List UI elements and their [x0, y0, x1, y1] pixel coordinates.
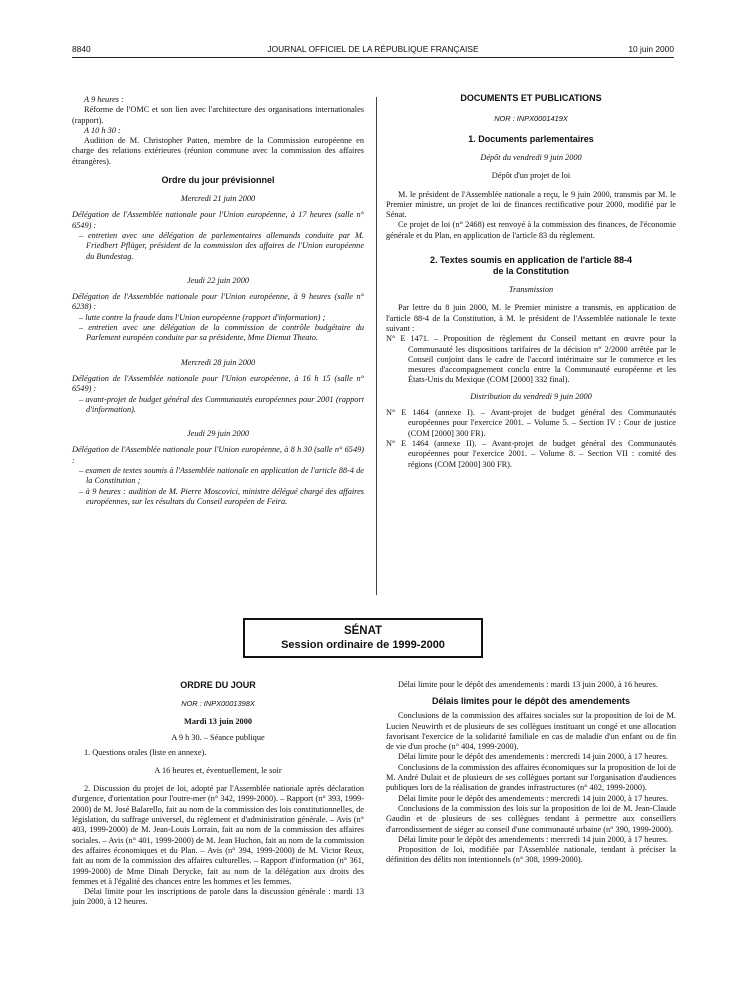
depot-subheading: Dépôt d'un projet de loi: [491, 171, 571, 181]
paragraph: Conclusions de la commission des affaires sociales sur la proposition de loi de M. Lucien Neuwirth et de plusieurs de ses collègues instituant un congé et une allocation favorisant l'exercice de la solidarité familiale en cas de maladie d'un enfant ou de fin de vie d'un proche (n° 404, 1999-2000).: [386, 711, 676, 752]
transmission-heading: Transmission: [508, 285, 554, 295]
senat-banner: [243, 618, 483, 658]
paragraph: Ce projet de loi (n° 2468) est renvoyé à la commission des finances, de l'économie générale et du Plan, en application de l'article 83 du règlement.: [386, 220, 676, 240]
header-rule: [72, 57, 674, 58]
paragraph: Conclusions de la commission des lois sur la proposition de loi de M. Jean-Claude Gaudin et de plusieurs de ses collègues tendant à permettre aux conseillers d'arrondissement de siéger au conseil d'une communauté urbaine (n° 390, 1999-2000).: [386, 803, 676, 834]
senat-session: Session ordinaire de 1999-2000: [281, 639, 445, 651]
column-divider: [376, 97, 377, 595]
issue-date: 10 juin 2000: [628, 44, 674, 54]
section-heading: ORDRE DU JOUR: [180, 680, 256, 690]
deadline-note: Délai limite pour les inscriptions de parole dans la discussion générale : mardi 13 juin 2000, à 12 heures.: [72, 887, 364, 907]
agenda-item: 2. Discussion du projet de loi, adopté par l'Assemblée nationale après déclaration d'urgence, d'orientation pour l'outre-mer (n° 342, 1999-2000). – Rapport (n° 393, 1999-2000) de M. José Balarello, fait au nom de la commission des lois constitutionnelles, de législation, du suffrage universel, du règlement et d'administration générale. – Avis (n° 403, 1999-2000) de M. Jean-Louis Lorrain, fait au nom de la commission des affaires sociales. – Avis (n° 401, 1999-2000) de M. Jean Huchon, fait au nom de la commission des affaires économiques et du Plan. – Avis (n° 394, 1999-2000) de M. Victor Reux, fait au nom de la commission des affaires culturelles. – Rapport d'information (n° 361, 1999-2000) de Mme Dinah Derycke, fait au nom de la délégation aux droits des femmes et à l'égalité des chances entre les hommes et les femmes.: [72, 784, 364, 886]
section-heading: Délais limites pour le dépôt des amendements: [431, 696, 631, 707]
day-item: – lutte contre la fraude dans l'Union européenne (rapport d'information) ;: [79, 312, 326, 322]
time-label: A 9 heures :: [84, 95, 124, 104]
nor-reference: NOR : INPX0001398X: [181, 699, 255, 708]
section-heading: DOCUMENTS ET PUBLICATIONS: [460, 93, 602, 103]
day-intro: Délégation de l'Assemblée nationale pour l'Union européenne, à 9 heures (salle n° 6238) :: [72, 292, 364, 312]
nor-reference: NOR : INPX0001419X: [494, 114, 568, 123]
deadline-note: Délai limite pour le dépôt des amendements : mercredi 14 juin 2000, à 17 heures.: [398, 752, 669, 762]
paragraph: Proposition de loi, modifiée par l'Assemblée nationale, tendant à préciser la définition des délits non intentionnels (n° 308, 1999-2000).: [386, 845, 676, 865]
day-item: – avant-projet de budget général des Communautés européennes pour 2001 (rapport d'information).: [79, 394, 364, 414]
subsection-heading-cont: de la Constitution: [493, 266, 569, 277]
time-label: A 10 h 30 :: [84, 125, 121, 135]
session-time: A 16 heures et, éventuellement, le soir: [154, 765, 282, 775]
day-item: – entretien avec une délégation de parlementaires allemands conduite par M. Friedbert Pflüger, président de la commission des affaires de l'Union européenne du Bundestag.: [79, 230, 364, 261]
day-item: – examen de textes soumis à l'Assemblée nationale en application de l'article 88-4 de la Constitution ;: [79, 466, 364, 486]
paragraph: M. le président de l'Assemblée nationale a reçu, le 9 juin 2000, transmis par M. le Premier ministre, un projet de loi de finances rectificative pour 2000, modifié par le Sénat.: [386, 189, 676, 220]
day-heading: Mardi 13 juin 2000: [184, 717, 252, 726]
day-intro: Délégation de l'Assemblée nationale pour l'Union européenne, à 17 heures (salle n° 6549) :: [72, 210, 364, 230]
day-heading: Mercredi 28 juin 2000: [180, 357, 256, 367]
journal-title: JOURNAL OFFICIEL DE LA RÉPUBLIQUE FRANÇAISE: [267, 44, 479, 54]
agenda-item: Audition de M. Christopher Patten, membre de la Commission européenne en charge des relations extérieures (réunion commune avec la commission des affaires étrangères).: [72, 136, 364, 166]
day-heading: Jeudi 22 juin 2000: [187, 275, 249, 285]
deadline-note: Délai limite pour le dépôt des amendements : mercredi 14 juin 2000, à 17 heures.: [398, 793, 669, 803]
day-intro: Délégation de l'Assemblée nationale pour l'Union européenne, à 8 h 30 (salle n° 6549) :: [72, 445, 364, 465]
left-bottom-column: [72, 680, 364, 908]
senat-title: SÉNAT: [343, 625, 383, 637]
document-entry: N° E 1464 (annexe II). – Avant-projet de budget général des Communautés européennes pour l'exercice 2001. – Volume 8. – Section VII : comité des régions (COM [2000] 300 FR).: [386, 438, 676, 469]
day-heading: Jeudi 29 juin 2000: [187, 429, 249, 439]
distribution-heading: Distribution du vendredi 9 juin 2000: [470, 391, 592, 401]
running-header: [72, 44, 674, 56]
agenda-item: Réforme de l'OMC et son lien avec l'architecture des organisations internationales (rapport).: [72, 105, 364, 125]
deadline-note: Délai limite pour le dépôt des amendements : mardi 13 juin 2000, à 16 heures.: [398, 680, 658, 689]
right-top-column: [386, 93, 676, 470]
document-entry: N° E 1471. – Proposition de règlement du Conseil mettant en œuvre pour la Communauté les dispositions tarifaires de la décision n° 2/2000 arrêtée par le Conseil conjoint dans le cadre de l'accord intérimaire sur le commerce et les mesures d'accompagnement conclu entre la Communauté européenne et les États-Unis du Mexique (COM [2000] 332 final).: [386, 334, 676, 385]
day-heading: Mercredi 21 juin 2000: [180, 194, 256, 204]
paragraph: Conclusions de la commission des affaires économiques sur la proposition de loi de M. André Dulait et de plusieurs de ses collègues portant sur l'organisation d'audiences publiques lors de la réalisation de grandes infrastructures (n° 402, 1999-2000).: [386, 762, 676, 793]
document-entry: N° E 1464 (annexe I). – Avant-projet de budget général des Communautés européennes pour l'exercice 2001. – Volume 5. – Section IV : Cour de justice (COM [2000] 300 FR).: [386, 408, 676, 438]
subsection-heading: 2. Textes soumis en application de l'article 88-4: [429, 255, 633, 266]
right-bottom-column: [386, 680, 676, 866]
page-number: 8840: [72, 44, 91, 54]
subsection-heading: 1. Documents parlementaires: [468, 134, 594, 144]
left-top-column: [72, 95, 364, 507]
paragraph: Par lettre du 8 juin 2000, M. le Premier ministre a transmis, en application de l'article 88-4 de la Constitution, à M. le président de l'Assemblée nationale le texte suivant :: [386, 303, 676, 333]
session-time: A 9 h 30. – Séance publique: [171, 733, 265, 743]
day-item: – entretien avec une délégation de la commission de contrôle budgétaire du Parlement européen conduite par sa présidente, Mme Diemut Theato.: [79, 323, 364, 343]
agenda-item: 1. Questions orales (liste en annexe).: [84, 747, 207, 757]
day-intro: Délégation de l'Assemblée nationale pour l'Union européenne, à 16 h 15 (salle n° 6549) :: [72, 373, 364, 394]
deadline-note: Délai limite pour le dépôt des amendements : mercredi 14 juin 2000, à 17 heures.: [398, 834, 669, 844]
section-heading: Ordre du jour prévisionnel: [161, 175, 275, 186]
day-item: – à 9 heures : audition de M. Pierre Moscovici, ministre délégué chargé des affaires européennes, sur les résultats du Conseil européen de Feira.: [79, 486, 364, 506]
depot-heading: Dépôt du vendredi 9 juin 2000: [480, 153, 582, 162]
